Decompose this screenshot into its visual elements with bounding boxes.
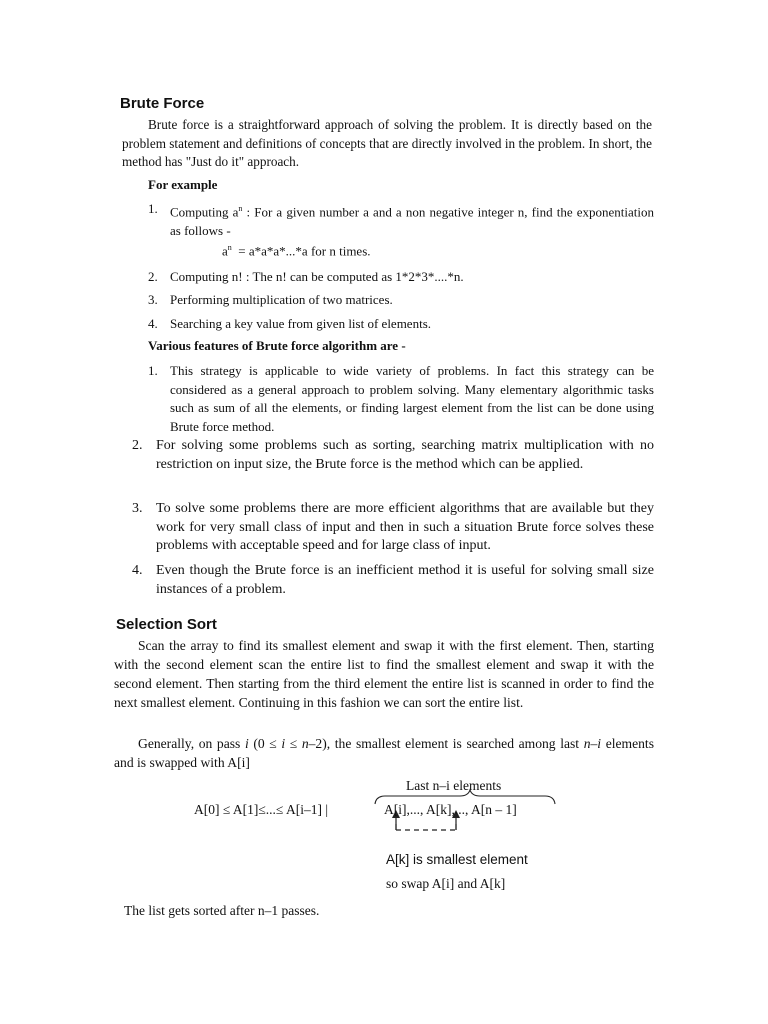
selection-sort-pass-description: Generally, on pass i (0 ≤ i ≤ n–2), the smallest element is searched among last n–i elements and is swapped with A[i]: [114, 736, 655, 770]
selection-sort-description: Scan the array to find its smallest element and swap it with the first element. Then, starting with the second element scan the entire list to find the smallest element and swap it with the second element. Then starting from the third element the entire list is scanned in order to find the next smallest element. Continuing in this fashion we can sort the entire list.: [114, 638, 654, 710]
features-heading: Various features of Brute force algorithm are -: [148, 338, 406, 353]
document-page: Brute Force Brute force is a straightforward approach of solving the problem. It is directly based on the problem statement and definitions of concepts that are directly involved in the problem. In short, the method has "Just do it" approach. For example 1. Computing $a^n$ : For a given number a and a non negative integer n, find the exponentiation as follows - $a^n = a*a*a*...*a$ for n times. 2. Computing n! : The n! can be computed as 1*2*3*....*n. 3. Performing multiplication of two matrices. 4. Searching a key value from given list of elements. Various features of Brute force algorithm are - 1. This strategy is applicable to wide variety of problems. In fact this strategy can be considered as a general approach to problem solving. Many elementary algorithmic tasks such as sum of all the elements, or finding largest element from the list can be done using Brute force method. 2. For solving some problems such as sorting, searching matrix multiplication with no restriction on input size, the Brute force is the method which can be applied. 3. To solve some problems there are more efficient algorithms that are available but they work for very small class of input and then in such a situation Brute force solves these problems with acceptable speed and for large class of input. 4. Even though the Brute force is an inefficient method it is useful for solving small size instances of a problem. Selection Sort Scan the array to find its smallest element and swap it with the first element. Then, starting with the second element scan the entire list to find the smallest element and swap it with the second element. Then starting from the third element the entire list is scanned in order to find the next smallest element. Continuing in this fashion we can sort the entire list. Generally, on pass i (0 ≤ i ≤ n–2), the smallest element is searched among last n–i elements and is swapped with A[i] Last n–i elements A[0] ≤ A[1]≤...≤ A[i–1] | A[i],..., A[k],..., A[n – 1] A[k] is smallest element so swap A[i] and A[k] The list gets sorted after n–1 passes.: [114, 95, 655, 918]
swap-note: so swap A[i] and A[k]: [386, 876, 506, 891]
selection-sort-heading: Selection Sort: [116, 616, 217, 633]
example-heading: For example: [148, 177, 218, 192]
last-elements-label: Last n–i elements: [406, 778, 502, 793]
brute-force-intro: Brute force is a straightforward approach of solving the problem. It is directly based on the problem statement and definitions of concepts that are directly involved in the problem. In short, the method has "Just do it" approach.: [122, 117, 652, 169]
unsorted-part-expression: A[i],..., A[k],..., A[n – 1]: [384, 802, 517, 817]
brace-and-arrows: [180, 774, 580, 904]
brute-force-heading: Brute Force: [120, 95, 205, 112]
selection-sort-diagram: [180, 774, 580, 904]
exponent-formula: $a^n = a*a*a*...*a$ for n times.: [222, 243, 371, 259]
sorted-part-expression: A[0] ≤ A[1]≤...≤ A[i–1] |: [194, 802, 329, 817]
smallest-element-note: A[k] is smallest element: [386, 852, 528, 867]
closing-sentence: The list gets sorted after n–1 passes.: [124, 903, 320, 918]
